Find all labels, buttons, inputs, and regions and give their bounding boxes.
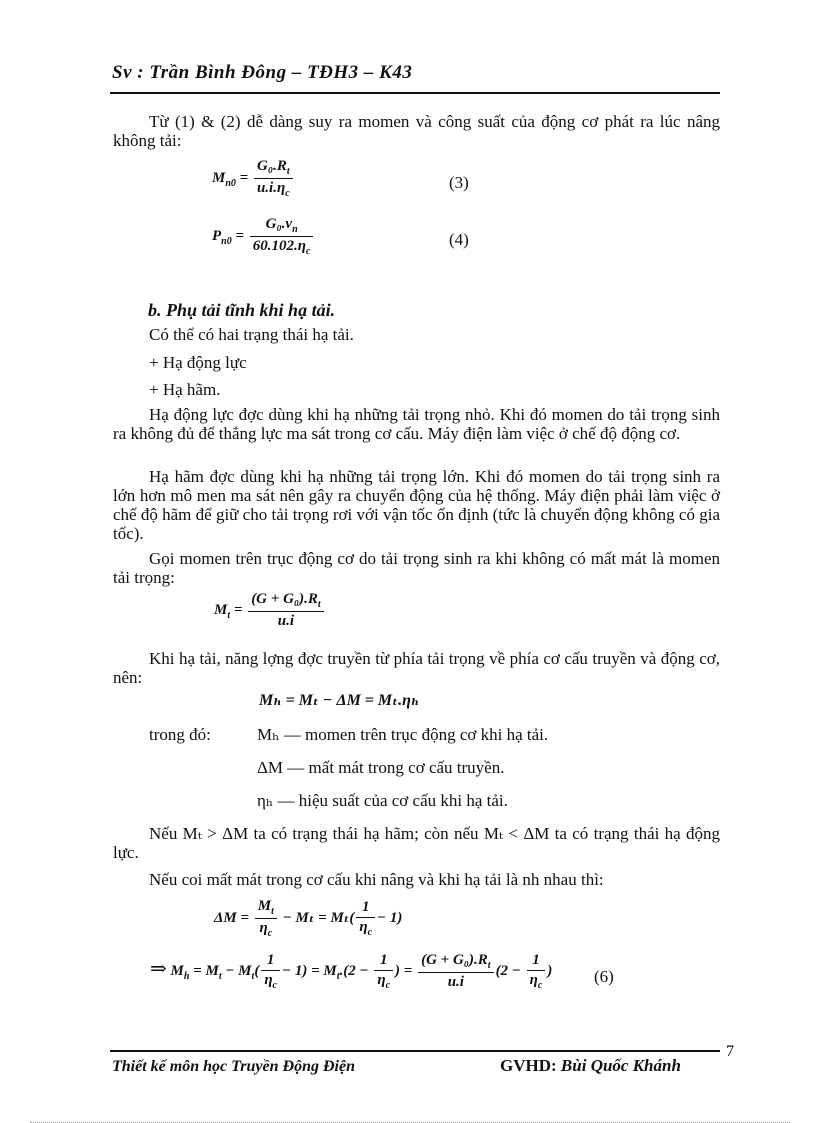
page-number: 7 (726, 1043, 734, 1060)
eq-mt-fraction: $\frac{(G + G_0).R_t}{u.i}$ (248, 591, 323, 630)
eq3-fraction: $\frac{G_0.R_t}{u.i.\eta_c}$ (254, 158, 293, 199)
intro-paragraph: Từ (1) & (2) dễ dàng suy ra momen và công suất của động cơ phát ra lúc nâng không tải: (113, 112, 720, 150)
eq-dm-fraction-2: $\frac{1}{\eta_c}$ (356, 899, 375, 938)
trong-do-label: trong đó: (149, 725, 211, 744)
definition-eta-h: ηₕ — hiệu suất của cơ cấu khi hạ tải. (257, 791, 508, 810)
paragraph-neu-coi: Nếu coi mất mát trong cơ cấu khi nâng và khi hạ tải là nh nhau thì: (149, 870, 604, 889)
states-intro: Có thể có hai trạng thái hạ tải. (149, 325, 354, 344)
equation-delta-m: ΔM = $\frac{M_t}{\eta_c}$ − Mₜ = Mₜ( $\frac{1}{\eta_c}$ − 1) (214, 898, 403, 939)
eq3-lhs: $M_{n0}$ (212, 169, 236, 189)
equation-4: $P_{n0}$ = $\frac{G_0.v_n}{60.102.\eta_c}$ (212, 216, 315, 257)
paragraph-neu-mt: Nếu Mₜ > ΔM ta có trạng thái hạ hãm; còn nếu Mₜ < ΔM ta có trạng thái hạ động lực. (113, 824, 720, 862)
equation-3-number: (3) (449, 173, 469, 192)
list-item-dong-luc: + Hạ động lực (149, 353, 247, 372)
eq-mt-lhs: $M_t$ (214, 601, 231, 621)
definition-delta-m: ΔM — mất mát trong cơ cấu truyền. (257, 758, 505, 777)
implies-arrow: ⇒ (150, 957, 167, 980)
equation-3: $M_{n0}$ = $\frac{G_0.R_t}{u.i.\eta_c}$ (212, 158, 295, 199)
footer-course-title: Thiết kế môn học Truyền Động Điện (112, 1058, 355, 1075)
page-header-title: Sv : Trần Bình Đông – TĐH3 – K43 (112, 62, 413, 83)
header-divider (110, 92, 720, 94)
eq4-fraction: $\frac{G_0.v_n}{60.102.\eta_c}$ (250, 216, 314, 257)
list-item-ham: + Hạ hãm. (149, 380, 221, 399)
section-b-heading: b. Phụ tải tĩnh khi hạ tải. (148, 300, 336, 320)
definition-mh: Mₕ — momen trên trục động cơ khi hạ tải. (257, 725, 549, 744)
equation-6: ⇒ $M_h = M_t - M_t$( $\frac{1}{\eta_c}$ − $1) = M_t.(2$ − $\frac{1}{\eta_c}$ ) = $\frac{(G + G_0).R_t}{u.i}$ (2 − $\frac{1}{\eta_c}$ ) (150, 952, 553, 991)
equation-mt: $M_t$ = $\frac{(G + G_0).R_t}{u.i}$ (214, 591, 326, 630)
paragraph-ha-ham: Hạ hãm đợc dùng khi hạ những tải trọng lớn. Khi đó momen do tải trọng sinh ra lớn hơn mô men ma sát nên gây ra chuyển động của hệ thống. Máy điện phải làm việc ở chế độ hãm để giữ cho tải trọng rơi với vận tốc ổn định (tức là chuyển động không có gia tốc). (113, 467, 720, 543)
footer-supervisor: GVHD: Bùi Quốc Khánh (500, 1056, 681, 1075)
paragraph-khi-ha-tai: Khi hạ tải, năng lợng đợc truyền từ phía tải trọng về phía cơ cấu truyền và động cơ, nên: (113, 649, 720, 687)
paragraph-ha-dong-luc: Hạ động lực đợc dùng khi hạ những tải trọng nhỏ. Khi đó momen do tải trọng sinh ra không đủ để thắng lực ma sát trong cơ cấu. Máy điện làm việc ở chế độ động cơ. (113, 405, 720, 443)
eq4-lhs: $P_{n0}$ (212, 227, 232, 247)
equation-4-number: (4) (449, 230, 469, 249)
eq-dm-fraction-1: $\frac{M_t}{\eta_c}$ (255, 898, 277, 939)
equation-6-number: (6) (594, 967, 614, 986)
footer-divider (110, 1050, 720, 1052)
paragraph-momen-tai: Gọi momen trên trục động cơ do tải trọng sinh ra khi không có mất mát là momen tải trọng: (113, 549, 720, 587)
equation-mh: Mₕ = Mₜ − ΔM = Mₜ.ηₕ (259, 692, 420, 709)
